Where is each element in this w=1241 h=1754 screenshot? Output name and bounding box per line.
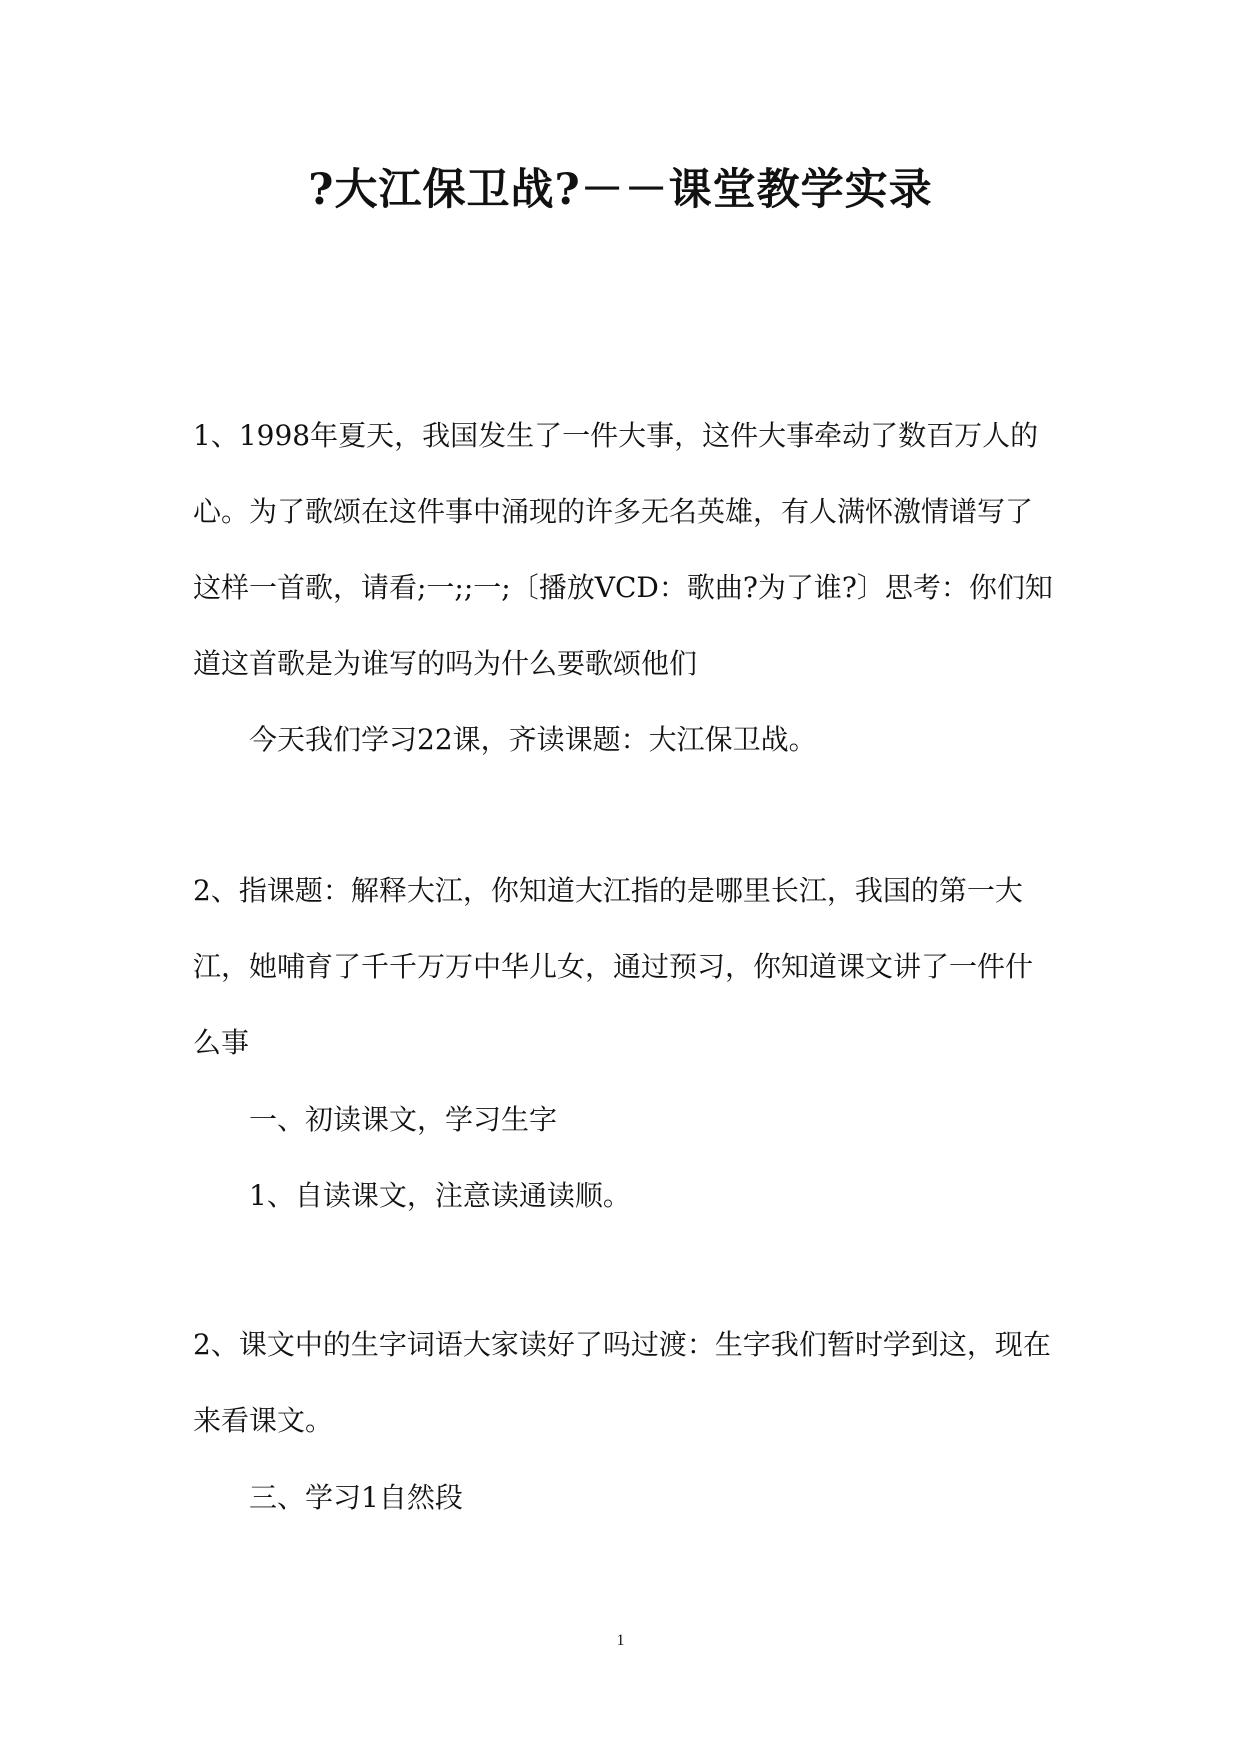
paragraph-3: 2、指课题：解释大江，你知道大江指的是哪里长江，我国的第一大江，她哺育了千千万万中华儿女，通过预习，你知道课文讲了一件什么事 — [193, 874, 1034, 1059]
document-title: ?大江保卫战?－－课堂教学实录 — [308, 165, 933, 215]
section-heading-3: 三、学习1自然段 — [249, 1481, 463, 1514]
paragraph-1: 1、1998年夏天，我国发生了一件大事，这件大事牵动了数百万人的心。为了歌颂在这件事中涌现的许多无名英雄，有人满怀激情谱写了这样一首歌，请看;一;;一;〔播放VCD：歌曲?为了谁?〕思考：你们知道这首歌是为谁写的吗为什么要歌颂他们 — [193, 419, 1053, 680]
page-number: 1 — [616, 1632, 625, 1649]
paragraph-4: 1、自读课文，注意读通读顺。 — [249, 1179, 631, 1212]
paragraph-2: 今天我们学习22课，齐读课题：大江保卫战。 — [249, 723, 817, 756]
paragraph-5: 2、课文中的生字词语大家读好了吗过渡：生字我们暂时学到这，现在来看课文。 — [193, 1328, 1051, 1437]
section-heading-1: 一、初读课文，学习生字 — [249, 1103, 558, 1136]
